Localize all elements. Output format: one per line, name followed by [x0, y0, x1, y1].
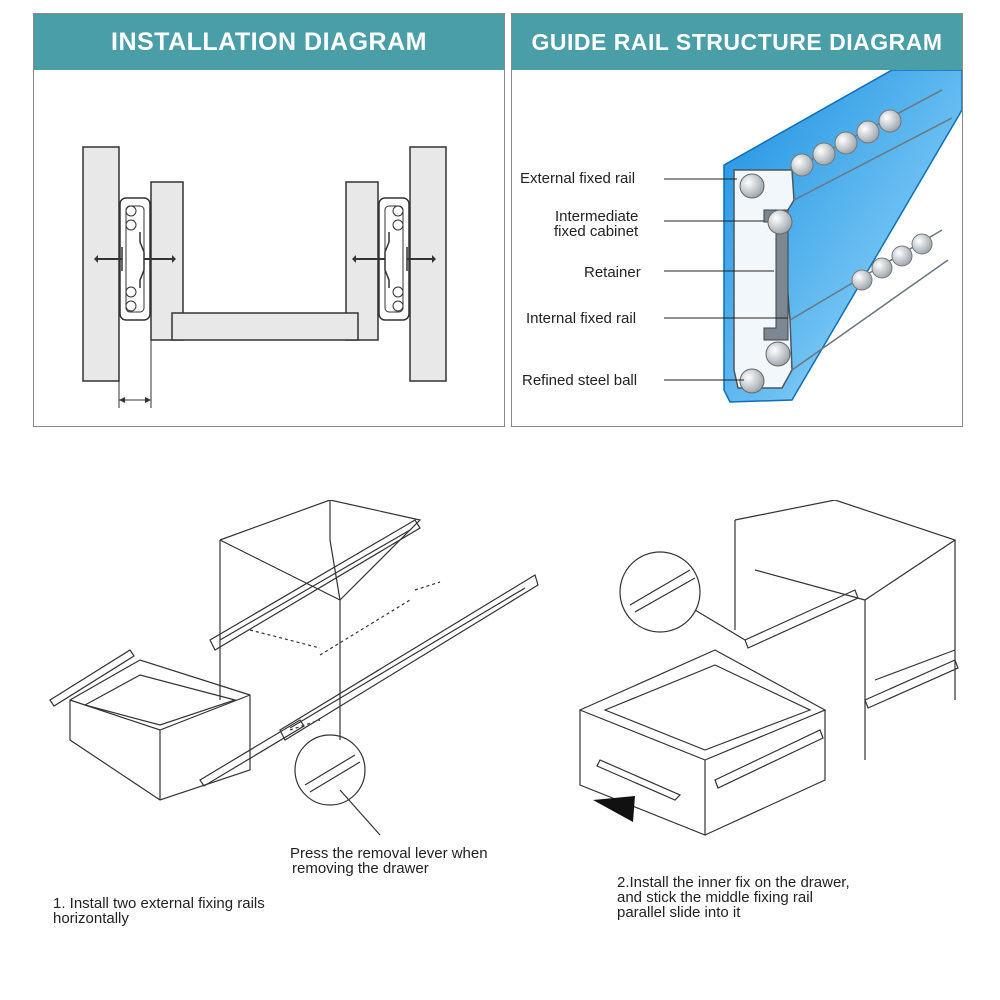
drawer-handle — [597, 760, 680, 800]
steel-ball — [740, 369, 764, 393]
steel-ball — [768, 210, 792, 234]
right-cabinet-wall — [410, 147, 446, 381]
inner-rail-detail-circle — [620, 552, 700, 632]
cabinet-cross-section-drawing — [34, 70, 504, 426]
step1-lever-note-line1: Press the removal lever when — [290, 845, 488, 862]
installation-diagram-panel — [33, 13, 505, 427]
step1-lever-note-line2: removing the drawer — [292, 860, 429, 877]
cabinet-rail — [745, 590, 858, 648]
step1-caption-line1: 1. Install two external fixing rails — [53, 895, 265, 912]
step2-install-drawer-drawing — [575, 500, 975, 840]
label-internal-fixed-rail: Internal fixed rail — [526, 310, 637, 327]
step2-caption-line2: and stick the middle fixing rail — [617, 889, 813, 906]
steel-ball — [766, 342, 790, 366]
drawer-front — [580, 710, 705, 835]
left-cabinet-wall — [83, 147, 119, 381]
label-intermediate: Intermediate — [555, 208, 639, 225]
step1-install-external-rails-drawing — [20, 500, 540, 840]
step2-caption-line3: parallel slide into it — [617, 904, 741, 921]
drawer-side-rail-lower — [200, 720, 304, 786]
right-rail — [865, 660, 958, 708]
guide-rail-structure-title: GUIDE RAIL STRUCTURE DIAGRAM — [512, 14, 962, 70]
drawer-side-rail — [50, 650, 134, 706]
gap-dimension-marker — [119, 340, 151, 408]
step2-caption-line1: 2.Install the inner fix on the drawer, — [617, 874, 850, 891]
drawer-side-rail — [715, 730, 823, 788]
guide-rail-structure-panel — [511, 13, 963, 427]
step1-caption-line2: horizontally — [53, 910, 129, 927]
label-fixed-cabinet: fixed cabinet — [554, 223, 639, 240]
drawer-bottom — [172, 313, 358, 340]
label-external-fixed-rail: External fixed rail — [520, 170, 636, 187]
installation-diagram-title: INSTALLATION DIAGRAM — [34, 14, 504, 70]
label-refined-steel-ball: Refined steel ball — [522, 372, 638, 389]
push-direction-arrow — [593, 796, 635, 822]
steel-ball — [740, 174, 764, 198]
label-retainer: Retainer — [584, 264, 641, 281]
